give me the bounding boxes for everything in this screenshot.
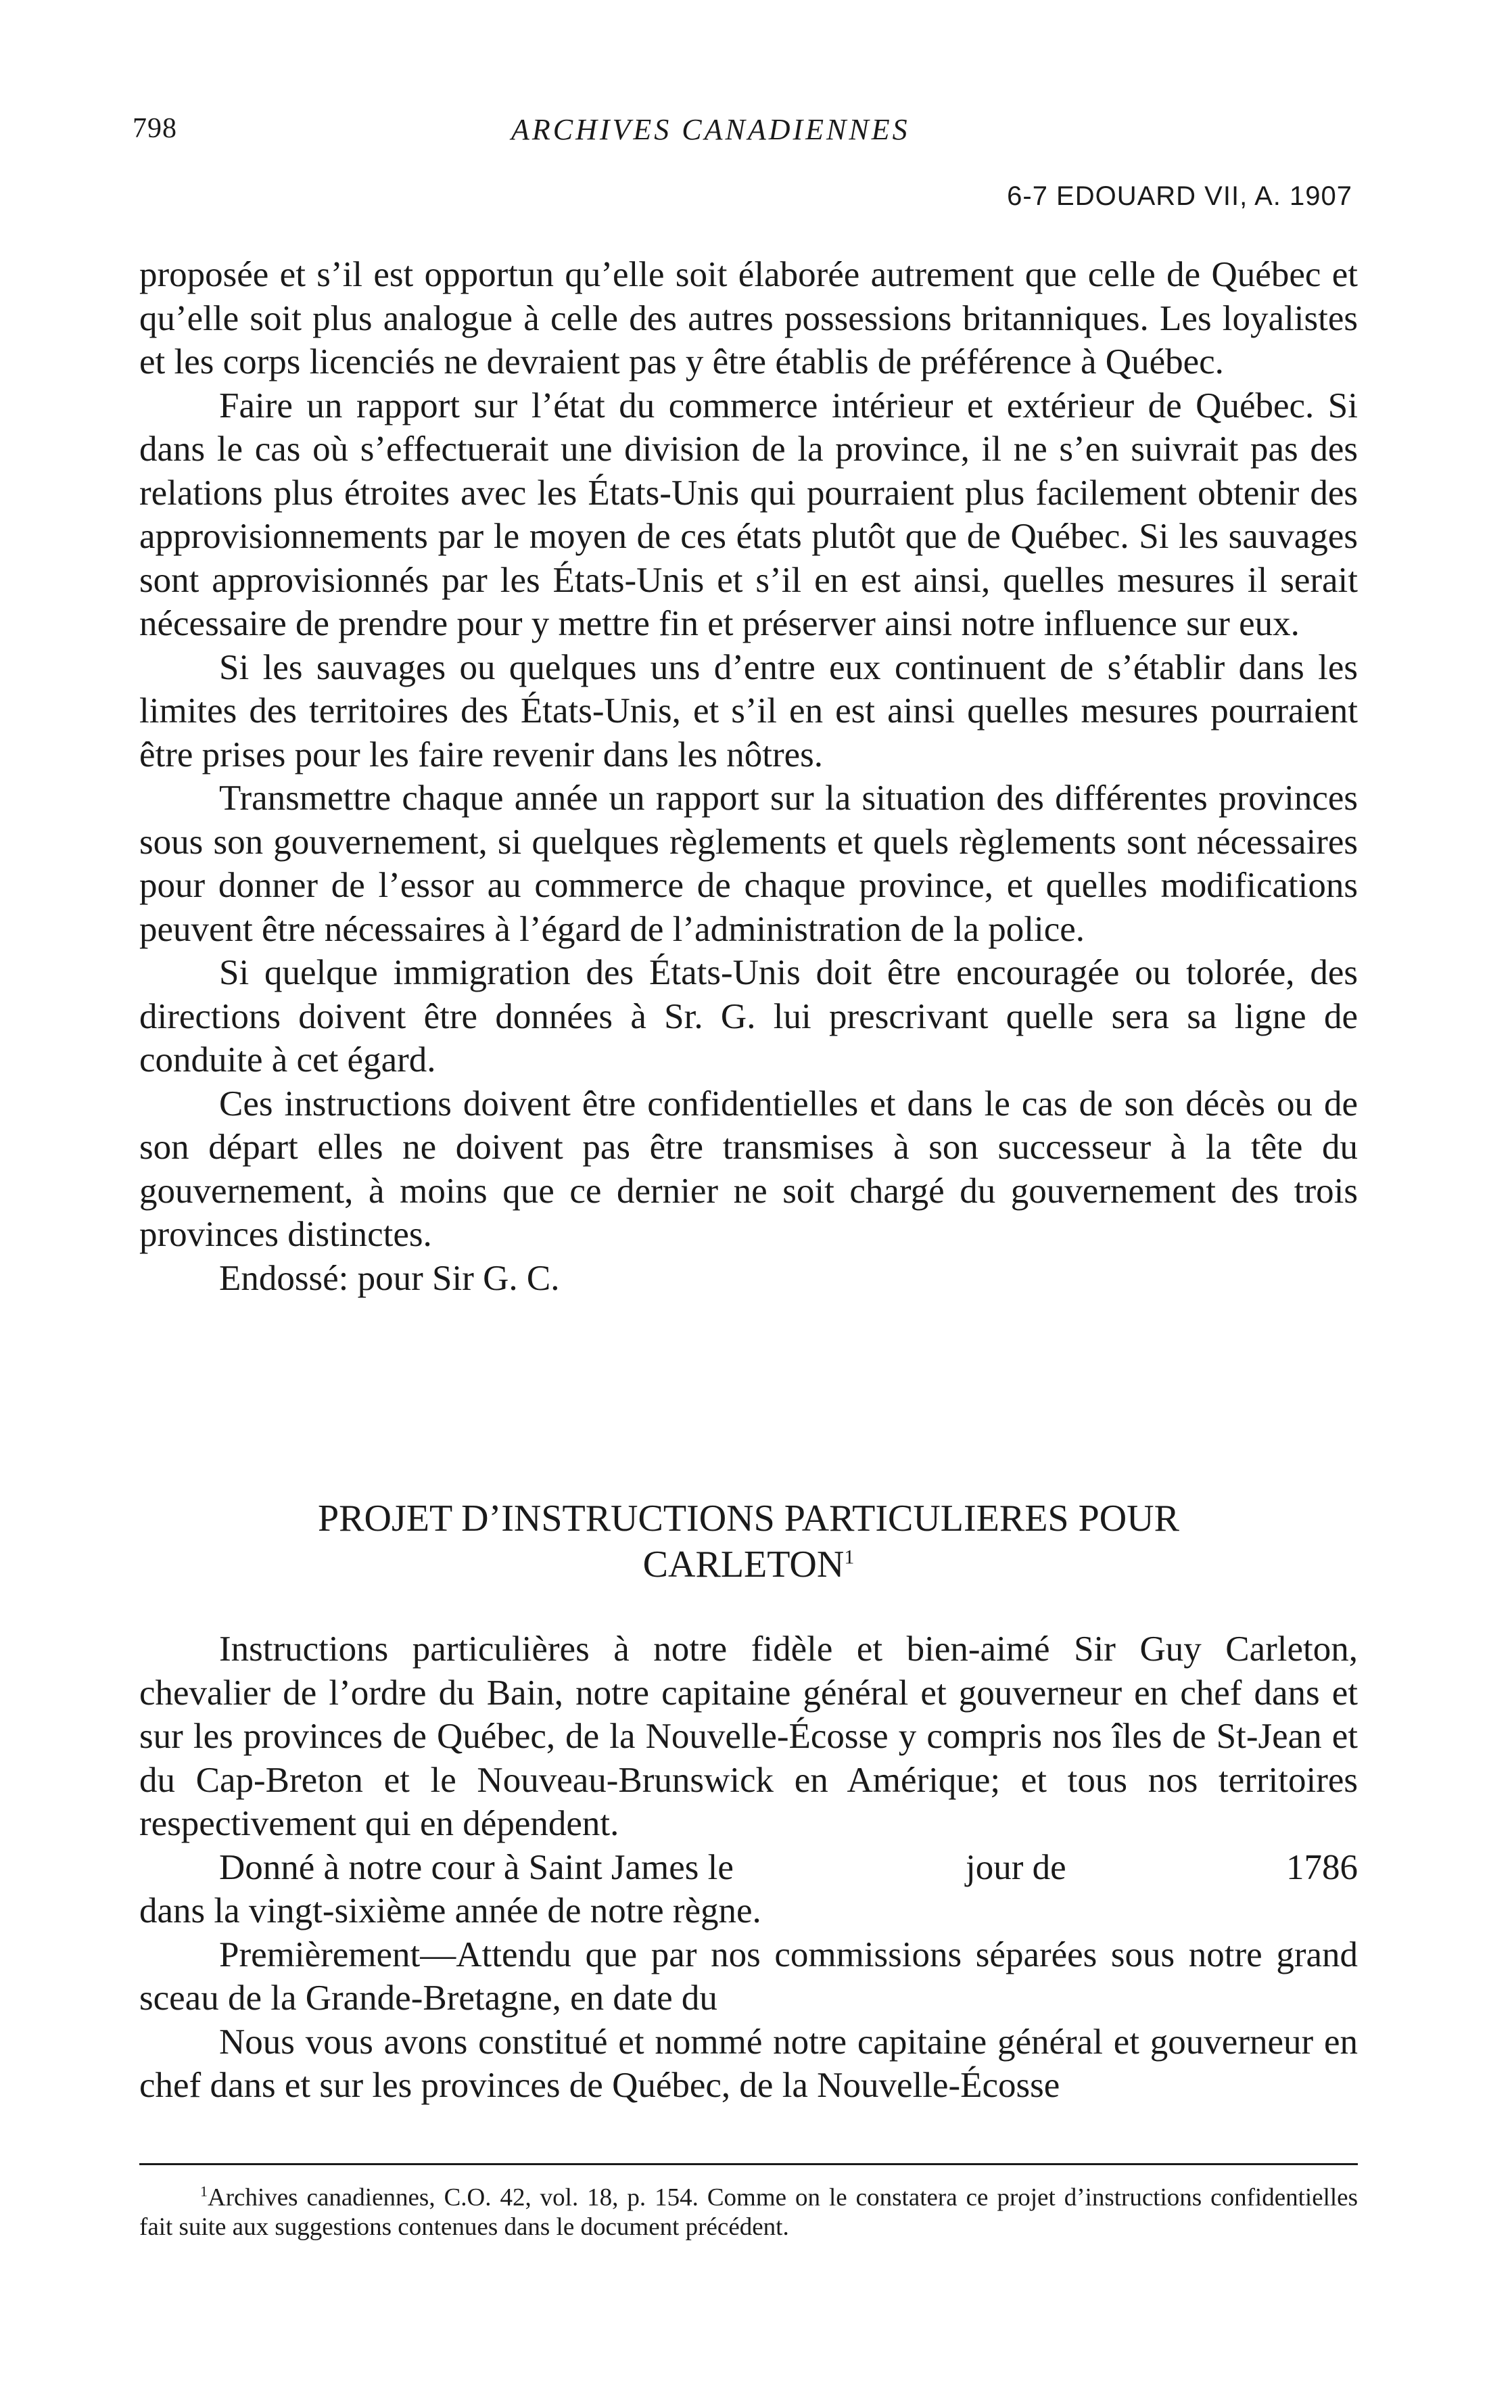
paragraph: Si quelque immigration des États-Unis doit être encouragée ou tolorée, des directions doivent être données à Sr. G. lui prescrivant quelle sera sa ligne de conduite à cet égard. bbox=[139, 953, 1358, 1080]
paragraph: Faire un rapport sur l’état du commerce intérieur et extérieur de Québec. Si dans le cas où s’effectuerait une division de la province, il ne s’en suivrait pas des relations plus étroites avec les États-Unis qui pourraient plus facilement obtenir des approvisionnements par le moyen de ces états plutôt que de Québec. Si les sauvages sont approvisionnés par les États-Unis et s’il en est ainsi, quelles mesures il serait nécessaire de prendre pour y mettre fin et préserver ainsi notre influence sur eux. bbox=[139, 386, 1358, 643]
endorsement: Endossé: pour Sir G. C. bbox=[219, 1258, 560, 1298]
paragraph: Transmettre chaque année un rapport sur la situation des différentes provinces sous son gouvernement, si quelques règlements et quels règlements sont nécessaires pour donner de l’essor au commerce de chaque province, et quelles modifications peuvent être nécessaires à l’égard de l’administration de la police. bbox=[139, 779, 1358, 949]
date-part-1: Donné à notre cour à Saint James le bbox=[219, 1847, 734, 1887]
section-title bbox=[139, 1496, 1358, 1588]
first-clause: Premièrement—Attendu que par nos commissions séparées sous notre grand sceau de la Grande-Bretagne, en date du bbox=[139, 1935, 1358, 2018]
footnote-text bbox=[139, 2177, 1358, 2242]
section-title-line2 bbox=[139, 1542, 1358, 1588]
paragraph: proposée et s’il est opportun qu’elle soit élaborée autrement que celle de Québec et qu’elle soit plus analogue à celle des autres possessions britanniques. Les loyalistes et les corps licenciés ne devraient pas y être établis de préférence à Québec. bbox=[139, 255, 1358, 381]
date-line bbox=[139, 1846, 1358, 1890]
date-paragraph bbox=[139, 1846, 1358, 1933]
running-title: ARCHIVES CANADIENNES bbox=[511, 113, 910, 146]
footnote bbox=[139, 2177, 1358, 2242]
date-year: 1786 bbox=[1286, 1847, 1358, 1887]
instructions-intro: Instructions particulières à notre fidèle et bien-aimé Sir Guy Carleton, chevalier de l’ordre du Bain, notre capitaine général et gouverneur en chef dans et sur les provinces de Québec, de la Nouvelle-Écosse y compris nos îles de St-Jean et du Cap-Breton et le Nouveau-Brunswick en Amérique; et tous nos territoires respectivement qui en dépendent. bbox=[139, 1629, 1358, 1843]
page-number: 798 bbox=[133, 113, 177, 144]
footnote-body: Archives canadiennes, C.O. 42, vol. 18, p. 154. Comme on le constatera ce projet d’instructions confidentielles fait suite aux suggestions contenues dans le document précédent. bbox=[139, 2183, 1358, 2242]
footnote-reference: 1 bbox=[844, 1546, 855, 1569]
section-title-line1: PROJET D’INSTRUCTIONS PARTICULIERES POUR bbox=[318, 1498, 1179, 1539]
paragraph: Ces instructions doivent être confidentielles et dans le cas de son décès ou de son départ elles ne doivent pas être transmises à son successeur à la tête du gouvernement, à moins que ce dernier ne soit chargé du gouvernement des trois provinces distinctes. bbox=[139, 1084, 1358, 1254]
date-part-2: jour de bbox=[966, 1847, 1066, 1887]
body-bottom bbox=[139, 1627, 1358, 2108]
body-top bbox=[139, 253, 1358, 1300]
footnote-marker: 1 bbox=[200, 2183, 208, 2200]
date-line-2: dans la vingt-sixième année de notre règne. bbox=[139, 1891, 761, 1930]
appointment-clause: Nous vous avons constitué et nommé notre capitaine général et gouverneur en chef dans et sur les provinces de Québec, de la Nouvelle-Écosse bbox=[139, 2022, 1358, 2105]
section-title-word: CARLETON bbox=[642, 1544, 845, 1585]
paragraph: Si les sauvages ou quelques uns d’entre eux continuent de s’établir dans les limites des territoires des États-Unis, et s’il en est ainsi quelles mesures pourraient être prises pour les faire revenir dans les nôtres. bbox=[139, 647, 1358, 774]
session-label: 6-7 EDOUARD VII, A. 1907 bbox=[1007, 181, 1352, 211]
footnote-divider bbox=[139, 2163, 1358, 2165]
